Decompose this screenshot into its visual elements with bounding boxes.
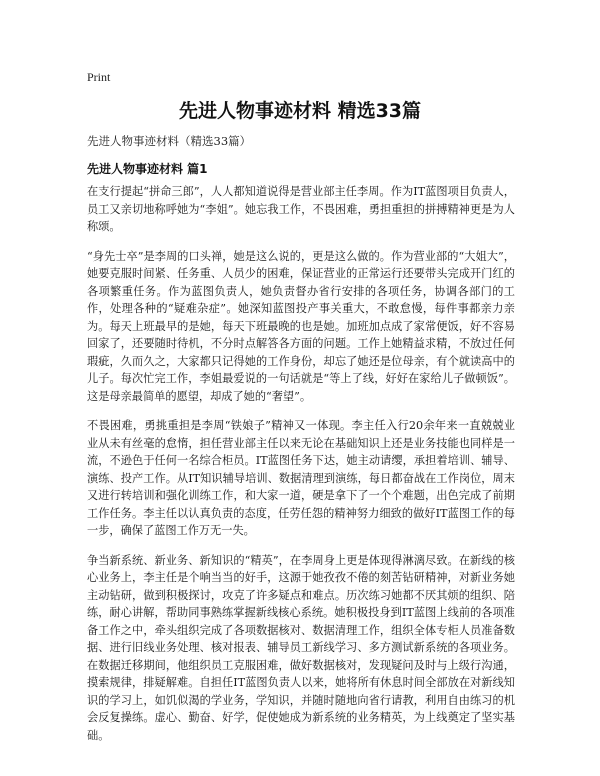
paragraph: 不畏困难，勇挑重担是李周“铁娘子”精神又一体现。李主任入行20余年来一直兢兢业业从未有丝毫的怠惰，担任营业部主任以来无论在基础知识上还是业务技能也同样是一流，不逊色于任何一名综合柜员。IT蓝图任务下达，她主动请缨，承担着培训、辅导、演练、投产工作。从IT知识辅导培训、数据清理到演练，每日都奋战在工作岗位，周末又进行转培训和强化训练工作，和大家一道，硬是拿下了一个个难题，出色完成了前期工作任务。李主任以认真负责的态度，任劳任怨的精神努力细致的做好IT蓝图工作的每一步，确保了蓝图工作万无一失。: [87, 419, 515, 537]
section-heading: 先进人物事迹材料 篇1: [87, 162, 208, 176]
paragraph: 争当新系统、新业务、新知识的“精英”，在李周身上更是体现得淋漓尽致。在新线的核心业务上，李主任是个响当当的好手，这源于她孜孜不倦的刻苦钻研精神，对新业务她主动钻研，做到积极探讨，攻克了许多疑点和难点。历次练习她都不厌其烦的组织、陪练，耐心讲解，帮助同事熟练掌握新线核心系统。她积极投身到IT蓝图上线前的各项准备工作之中，牵头组织完成了各项数据核对、数据清理工作，组织全体专柜人员准备数据、进行旧线业务处理、核对报表、辅导员工新线学习、多方测试新系统的各项业务。在数据迁移期间，他组织员工克服困难，做好数据核对，发现疑问及时与上级行沟通，摸索规律，排疑解难。自担任IT蓝图负责人以来，她将所有休息时间全部放在对新线知识的学习上，如饥似渴的学业务，学知识，并随时随地向省行请教，利用自由练习的机会反复操练。虚心、勤奋、好学，促使她成为新系统的业务精英，为上线奠定了坚实基础。: [87, 553, 515, 742]
print-label: Print: [87, 70, 111, 84]
paragraph: 在支行提起“拼命三郎”，人人都知道说得是营业部主任李周。作为IT蓝图项目负责人，员工又亲切地称呼她为“李姐”。她忘我工作，不畏困难，勇担重担的拼搏精神更是为人称颂。: [87, 185, 515, 233]
page-title: 先进人物事迹材料 精选33篇: [178, 100, 422, 122]
document-subtitle: 先进人物事迹材料（精选33篇）: [87, 134, 252, 148]
document-body: [87, 183, 515, 756]
paragraph: “身先士卒”是李周的口头禅，她是这么说的，更是这么做的。作为营业部的“大姐大”，她要克服时间紧、任务重、人员少的困难，保证营业的正常运行还要带头完成开门红的各项繁重任务。作为蓝图负责人，她负责督办省行安排的各项任务，协调各部门的工作，处理各种的“疑难杂症”。她深知蓝图投产事关重大，不敢怠慢，每件事都亲力亲为。每天上班最早的是她，每天下班最晚的也是她。加班加点成了家常便饭，好不容易回家了，还要随时待机，不分时点解答各方面的问题。工作上她精益求精，不放过任何瑕疵，久而久之，大家都只记得她的工作身份，却忘了她还是位母亲，有个就读高中的儿子。每次忙完工作，李姐最爱说的一句话就是“等上了线，好好在家给儿子做顿饭”。这是母亲最简单的愿望，却成了她的“奢望”。: [87, 249, 515, 403]
